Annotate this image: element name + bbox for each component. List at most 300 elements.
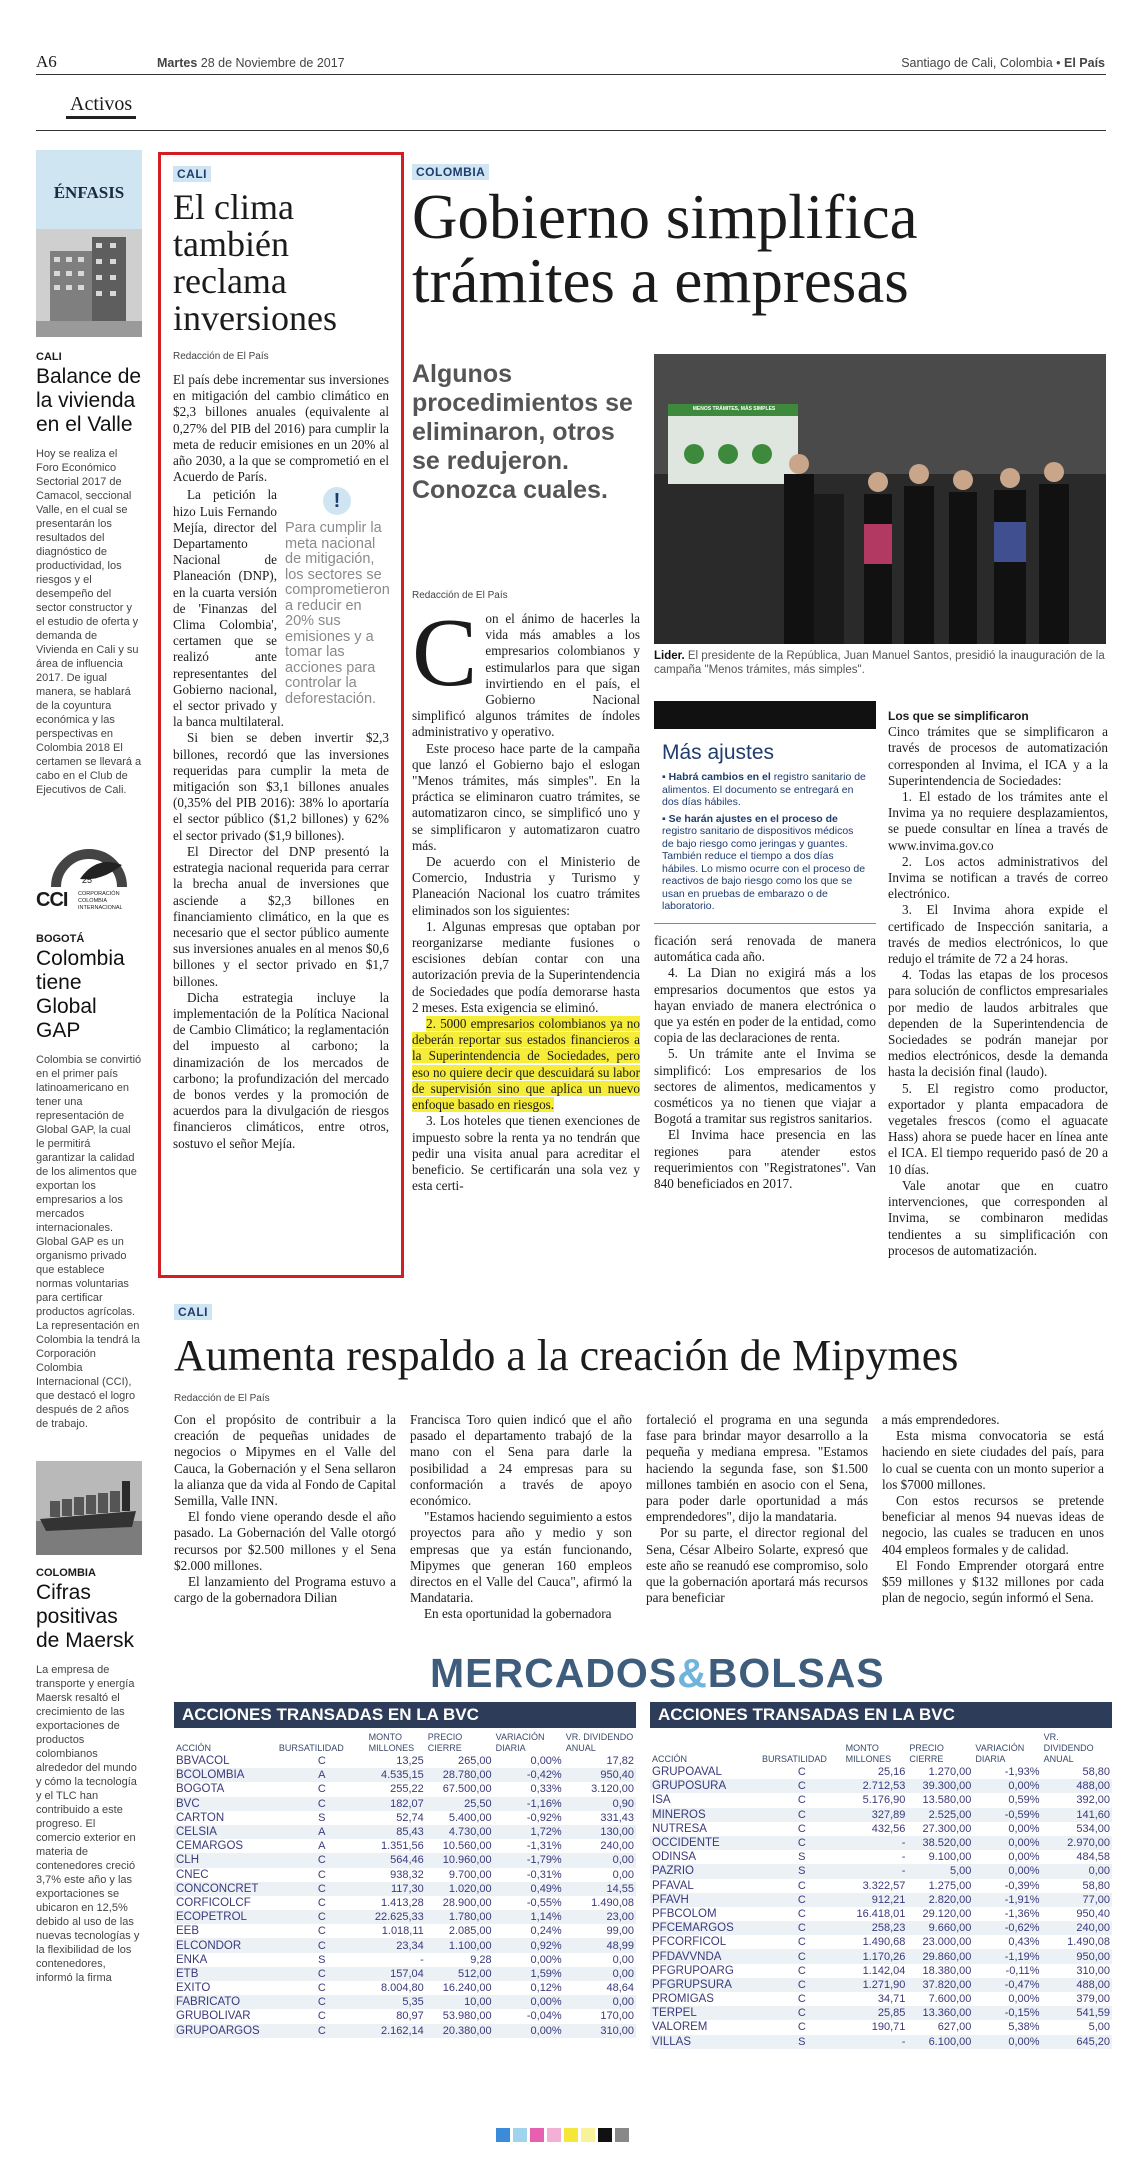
mipymes-col2-p1: Francisca Toro quien indicó que el año pasado el departamento trabajó de la mano con el Sena para darle la posibilidad a 24 empresas para su conformación a través de apoyo económico. <box>410 1412 632 1509</box>
swatch-blue <box>496 2128 510 2142</box>
stock-variacion: 1,59% <box>494 1967 564 1981</box>
stock-precio: 13.580,00 <box>922 1794 972 1807</box>
page-day: Martes <box>157 56 198 70</box>
stock-dividendo: 488,00 <box>1042 1978 1112 1992</box>
stock-row <box>174 1853 636 1867</box>
clima-title: El clima también reclama inversiones <box>173 187 337 338</box>
stock-name: CEMARGOS <box>176 1840 244 1853</box>
stock-dividendo: 534,00 <box>1076 1822 1110 1835</box>
stock-monto: 80,97 <box>396 2010 424 2023</box>
swatch-gray <box>615 2128 629 2142</box>
stock-row <box>174 1868 636 1882</box>
stock-variacion: 0,00% <box>973 1836 1041 1850</box>
stock-row <box>650 1793 1112 1807</box>
sidebar-title-2: Colombia tiene Global GAP <box>36 947 125 1042</box>
clima-article <box>158 152 404 1278</box>
stock-precio: 29.860,00 <box>907 1949 973 1963</box>
section-label: Activos <box>66 93 136 119</box>
stock-variacion: 1,72% <box>494 1825 564 1839</box>
gobierno-c3p6: 5. El registro como productor, exportador y planta empacadora de vegetales frescos (como el aguacate Hass) ahora se puede hacer en línea ante el ICA. El tiempo requerido pasó de 20 a 10 días. <box>888 1080 1108 1177</box>
stock-monto: 1.142,04 <box>862 1964 906 1977</box>
sidebar-title-3: Cifras positivas de Maersk <box>36 1581 135 1652</box>
stock-bursatilidad: C <box>317 1982 326 1995</box>
stock-bursatilidad: C <box>277 1938 367 1952</box>
stock-table-right-grid <box>650 1732 1112 2049</box>
stock-dividendo: 310,00 <box>564 2024 636 2038</box>
caption-text: El presidente de la República, Juan Manuel Santos, presidió la inauguración de la campaña "Menos trámites, más simples". <box>654 650 1105 676</box>
mercados-title <box>430 1650 885 1697</box>
stock-row <box>174 1825 636 1839</box>
stock-row <box>650 1822 1112 1836</box>
stock-name: ISA <box>652 1794 671 1807</box>
stock-monto: - <box>844 2035 908 2049</box>
stock-bursatilidad: C <box>797 1879 806 1892</box>
stock-name: VALOREM <box>652 2021 708 2034</box>
stock-dividendo: 2.970,00 <box>1042 1836 1112 1850</box>
mas-ajustes-title: Más ajustes <box>662 741 775 764</box>
header-rule <box>36 74 1106 75</box>
stock-monto: 1.351,56 <box>380 1840 424 1853</box>
gobierno-c3p3: 2. Los actos administrativos del Invima se notifican a través de correo electrónico. <box>888 853 1108 902</box>
stock-variacion: 0,33% <box>530 1783 562 1796</box>
sidebar-tag-3: COLOMBIA <box>36 1567 96 1579</box>
stock-monto: 13,25 <box>396 1755 424 1768</box>
stock-precio: 18.380,00 <box>922 1964 972 1977</box>
stock-variacion: 0,12% <box>530 1982 562 1995</box>
building-photo <box>36 229 142 337</box>
stock-row <box>650 2020 1112 2034</box>
stock-bursatilidad: A <box>318 1840 326 1853</box>
stock-dividendo: 58,80 <box>1082 1766 1110 1779</box>
gobierno-c3-head: Los que se simplificaron <box>888 709 1029 723</box>
stock-precio: 1.780,00 <box>426 1910 494 1924</box>
clima-para-1: El país debe incrementar sus inversiones en mitigación del cambio climático en $2,3 billones anuales (equivalente al 0,27% del PIB del 2016) para cumplir la meta de reducir emisiones en un 20% al año 2030, a la que se comprometió en el Acuerdo de París. <box>173 372 389 485</box>
stock-precio: 1.275,00 <box>928 1879 972 1892</box>
stock-bursatilidad: S <box>760 2035 844 2049</box>
stock-monto: 1.018,11 <box>381 1925 424 1938</box>
cci-logo-number: 25 <box>82 875 93 885</box>
swatch-pink <box>547 2128 561 2142</box>
stock-precio: 23.000,00 <box>922 1936 972 1949</box>
stock-variacion: -0,42% <box>494 1768 564 1782</box>
stock-precio: 39.300,00 <box>907 1779 973 1793</box>
stock-name: VILLAS <box>650 2035 760 2049</box>
stock-dividendo: 1.490,08 <box>591 1896 634 1909</box>
stock-name: CLH <box>174 1853 277 1867</box>
stock-dividendo: 240,00 <box>600 1840 634 1853</box>
stock-precio: 265,00 <box>458 1755 492 1768</box>
clima-para-3: Si bien se deben invertir $2,3 billones, recordó que las inversiones requeridas para cumplir la meta de mitigación son $3,1 billones anuales (0,35% del PIB 2016): 38% lo aportaría el sector público ($1,2 billones) y 62% el sector privado ($1,9 billones). <box>173 730 389 843</box>
stock-dividendo: 23,00 <box>564 1910 636 1924</box>
gobierno-c3p7: Vale anotar que en cuatro intervenciones, que corresponden al Invima, se combinaron medidas tendientes a su simplificación con procesos de automatización. <box>888 1177 1108 1258</box>
stock-precio: 2.525,00 <box>907 1808 973 1822</box>
mipymes-byline: Redacción de El País <box>174 1393 270 1404</box>
swatch-cyan <box>513 2128 527 2142</box>
stock-name: TERPEL <box>650 2006 760 2020</box>
stock-monto: 1.271,90 <box>844 1978 908 1992</box>
stock-precio: 9.100,00 <box>928 1851 972 1864</box>
stock-row <box>174 1811 636 1825</box>
stock-monto: 5.176,90 <box>862 1794 906 1807</box>
gobierno-deck: Algunos procedimientos se eliminaron, otros se redujeron. Conozca cuales. <box>412 360 633 504</box>
stock-bursatilidad: C <box>277 1797 367 1811</box>
stock-bursatilidad: C <box>277 1995 367 2009</box>
stock-monto: 2.712,53 <box>844 1779 908 1793</box>
stock-row <box>174 2009 636 2023</box>
stock-row <box>174 1981 636 1995</box>
stock-variacion: -0,31% <box>526 1868 562 1881</box>
gobierno-lead: on el ánimo de hacerles la vida más amables a los empresarios colombianos y estimularlos para que sigan invirtiendo en el país, el Gobierno Nacional simplificó algunos trámites de índoles administrativo y operativo. <box>412 611 640 740</box>
stock-bursatilidad: C <box>277 1853 367 1867</box>
stock-variacion: 0,00% <box>1008 1993 1040 2006</box>
stock-dividendo: 0,90 <box>564 1797 636 1811</box>
stock-variacion: 0,00% <box>494 2024 564 2038</box>
sidebar-tag-1: CALI <box>36 351 62 363</box>
cci-logo-sub: CORPORACIÓN COLOMBIA INTERNACIONAL <box>78 891 123 911</box>
stock-dividendo: 331,43 <box>600 1811 634 1824</box>
stock-precio: 9,28 <box>470 1953 492 1966</box>
sidebar-tag-2: BOGOTÁ <box>36 933 85 945</box>
stock-dividendo: 14,55 <box>564 1882 636 1896</box>
swatch-yellow <box>564 2128 578 2142</box>
stock-precio: 1.270,00 <box>928 1766 972 1779</box>
stock-variacion: 0,92% <box>494 1938 564 1952</box>
section-rule <box>36 130 1106 131</box>
stock-bursatilidad: C <box>797 1766 806 1779</box>
gobierno-c2p1: ficación será renovada de manera automática cada año. <box>654 933 876 965</box>
stock-monto: 190,71 <box>871 2021 906 2034</box>
stock-table-right-header <box>650 1732 1112 1765</box>
stock-monto: 16.418,01 <box>856 1907 906 1920</box>
stock-monto: 4.535,15 <box>367 1768 426 1782</box>
stock-dividendo: 0,00 <box>612 1953 634 1966</box>
stock-row <box>174 1797 636 1811</box>
stock-variacion: 0,00% <box>530 1755 562 1768</box>
stock-monto: 327,89 <box>844 1808 908 1822</box>
col-variacion: VARIACIÓN DIARIA <box>495 1732 545 1753</box>
stock-bursatilidad: C <box>797 1822 806 1835</box>
mercados-title-b: BOLSAS <box>707 1650 885 1696</box>
stock-name: CARTON <box>176 1811 225 1824</box>
stock-precio: 2.085,00 <box>448 1925 492 1938</box>
stock-monto: 22.625,33 <box>367 1910 426 1924</box>
stock-variacion: -0,11% <box>1005 1964 1040 1977</box>
sidebar-body-3: La empresa de transporte y energía Maersk resaltó el crecimiento de las exportaciones de productos colombianos alrededor del mundo y cómo la tecnología y el TLC han contribuido a este progreso. El comercio exterior en materia de contenedores creció 3,7% este año y las exportaciones se ubicaron en 12,5% debido al uso de las nuevas tecnologías y la flexibilidad de los contenedores, informó la firma <box>36 1664 140 1984</box>
stock-bursatilidad: C <box>760 1921 844 1935</box>
stock-bursatilidad: S <box>318 1811 326 1824</box>
stock-monto: 938,32 <box>390 1868 424 1881</box>
stock-row <box>174 1924 636 1938</box>
stock-bursatilidad: C <box>760 1779 844 1793</box>
clima-para-2: La petición la hizo Luis Fernando Mejía, director del Departamento Nacional de Planeación (DNP), en la cuarta versión de 'Finanzas del Clima Colombia', certamen que se realizó ante representantes del Gobierno nacional, el sector privado y la banca multilateral. <box>173 487 284 730</box>
gobierno-c2p3: 5. Un trámite ante el Invima se simplificó: Los empresarios de los sectores de alimentos, medicamentos y cosméticos ya no tienen que viajar a Bogotá a tramitar sus registros sanitarios. <box>654 1046 876 1127</box>
stock-monto: 2.162,14 <box>367 2024 426 2038</box>
stock-monto: 117,30 <box>367 1882 426 1896</box>
stock-row <box>174 1910 636 1924</box>
dropcap: C <box>412 599 478 707</box>
stock-precio: 627,00 <box>937 2021 972 2034</box>
stock-name: BCOLOMBIA <box>174 1768 277 1782</box>
stock-name: PFCORFICOL <box>652 1936 727 1949</box>
stock-precio: 7.600,00 <box>928 1993 972 2006</box>
stock-row <box>650 1978 1112 1992</box>
page-date <box>157 56 345 70</box>
stock-precio: 10.960,00 <box>426 1853 494 1867</box>
stock-row <box>650 1836 1112 1850</box>
mas-ajustes-item-1-text: registro sanitario de alimentos. El documento se entregará en dos días hábiles. <box>662 771 866 808</box>
stock-bursatilidad: S <box>318 1953 326 1966</box>
stock-dividendo: 0,00 <box>612 1868 634 1881</box>
stock-row <box>174 1953 636 1967</box>
stock-dividendo: 392,00 <box>1076 1794 1110 1807</box>
stock-variacion: 5,38% <box>1008 2021 1040 2034</box>
stock-dividendo: 541,59 <box>1042 2006 1112 2020</box>
stock-name: OCCIDENTE <box>650 1836 760 1850</box>
col-dividendo: VR. DIVIDENDO ANUAL <box>1043 1732 1094 1764</box>
mipymes-col3-p1: fortaleció el programa en una segunda fase para brindar mayor desarrollo a la pequeña y mediana empresa. "Estamos haciendo la segunda fase, son $1.500 millones también en asocio con el Sena, para poder darle oportunidad a más emprendedores", dijo la mandataria. <box>646 1412 868 1525</box>
stock-monto: 258,23 <box>844 1921 908 1935</box>
stock-variacion: -1,19% <box>973 1949 1041 1963</box>
stock-row <box>174 2024 636 2038</box>
stock-row <box>650 1992 1112 2006</box>
ship-photo <box>36 1461 142 1555</box>
clima-pullquote-text: Para cumplir la meta nacional de mitigación, los sectores se comprometieron a reducir en 20% sus emisiones y a tomar las acciones para controlar la deforestación. <box>285 520 390 707</box>
clima-tag: CALI <box>173 166 211 182</box>
sidebar <box>36 150 142 1985</box>
stock-monto: 52,74 <box>396 1811 424 1824</box>
stock-variacion: 0,24% <box>530 1925 562 1938</box>
gobierno-p2: Este proceso hace parte de la campaña que lanzó el Gobierno bajo el eslogan "Menos trámites, más simples". En la práctica se eliminaron cuatro trámites, se automatizaron cinco, se simplificó uno y se simplificaron y automatizaron cuatro más. <box>412 740 640 853</box>
stock-precio: 4.730,00 <box>426 1825 494 1839</box>
stock-variacion: -0,55% <box>526 1896 562 1909</box>
stock-row <box>650 1765 1112 1779</box>
gobierno-byline: Redacción de El País <box>412 590 508 601</box>
mercados-title-amp: & <box>677 1650 708 1696</box>
stock-dividendo: 48,64 <box>606 1982 634 1995</box>
stock-variacion: -0,62% <box>973 1921 1041 1935</box>
stock-bursatilidad: S <box>760 1864 844 1878</box>
mipymes-col-4 <box>882 1412 1104 1623</box>
mipymes-col1-p2: El fondo viene operando desde el año pasado. La Gobernación del Valle otorgó recursos por $2.500 millones y el Sena $2.000 millones. <box>174 1509 396 1573</box>
stock-bursatilidad: C <box>277 1910 367 1924</box>
stock-row <box>650 2035 1112 2049</box>
swatch-black <box>598 2128 612 2142</box>
stock-name: FABRICATO <box>174 1995 277 2009</box>
cci-logo-text: CCI <box>36 889 68 911</box>
gobierno-c3p1: Cinco trámites que se simplificaron a través de procesos de automatización corresponden al Invima, el ICA y a la Superintendencia de Sociedades: <box>888 724 1108 788</box>
stock-variacion: 0,00% <box>973 1864 1041 1878</box>
stock-variacion: 0,00% <box>494 1995 564 2009</box>
stock-variacion: 0,00% <box>973 2035 1041 2049</box>
stock-bursatilidad: A <box>277 1768 367 1782</box>
stock-dividendo: 48,99 <box>564 1938 636 1952</box>
stock-precio: 10.560,00 <box>442 1840 492 1853</box>
stock-row <box>174 1839 636 1853</box>
clima-para-4: El Director del DNP presentó la estrategia nacional requerida para cerrar la brecha anual de inversiones que asciende a $2,3 billones en financiamiento climático, en la que es necesario que el sector público aumente sus inversiones anuales en al menos $0,6 billones y el sector privado en $1,7 billones. <box>173 843 389 989</box>
stock-monto: 912,21 <box>844 1893 908 1907</box>
stock-precio: 1.020,00 <box>426 1882 494 1896</box>
stock-variacion: 1,14% <box>494 1910 564 1924</box>
mas-ajustes-item-1-bold: Habrá cambios en el <box>668 771 771 783</box>
stock-row <box>174 1995 636 2009</box>
stock-dividendo: 3.120,00 <box>591 1783 634 1796</box>
stock-bursatilidad: C <box>277 2024 367 2038</box>
mas-ajustes-item-2: ▪ Se harán ajustes en el proceso de registro sanitario de dispositivos médicos de bajo riesgo como jeringas y guantes. También reduce el tiempo a dos días hábiles. Lo mismo ocurre con el proceso de reactivos de bajo riesgo como los que se usan en pruebas de embarazo o de laboratorio. <box>662 812 866 912</box>
stock-row <box>174 1768 636 1782</box>
stock-variacion: -0,04% <box>526 2010 562 2023</box>
stock-variacion: -1,93% <box>1004 1766 1040 1779</box>
gobierno-c3p4: 3. El Invima ahora expide el certificado de Inspección sanitaria, a través de medios electrónicos, lo que redujo el trámite de 72 a 24 horas. <box>888 902 1108 967</box>
stock-row <box>650 1879 1112 1893</box>
sidebar-body-1: Hoy se realiza el Foro Económico Sectorial 2017 de Camacol, seccional Valle, en el cual se presentarán los resultados del diagnóstico de productividad, los riesgos y el desempeño del sector constructor y el estudio de oferta y demanda de Vivienda en Cali y su área de influencia 2017. De igual manera, se hablará de la coyuntura económica y las perspectivas en Colombia 2018 El certamen se llevará a cabo en el Club de Ejecutivos de Cali. <box>36 448 142 796</box>
stock-name: ODINSA <box>652 1851 697 1864</box>
stock-name: CONCONCRET <box>174 1882 277 1896</box>
sidebar-body-2: Colombia se convirtió en el primer país latinoamericano en tener una representación de Global GAP, la cual le permitirá garantizar la calidad de los alimentos que exportan los empresarios a los mercados internacionales. Global GAP es un organismo privado que establece normas voluntarias para certificar productos agrícolas. La representación en Colombia la tendrá la Corporación Colombia Internacional (CCI), que destacó el logro después de 2 años de trabajo. <box>36 1054 142 1430</box>
stock-variacion: 0,00% <box>1008 1822 1040 1835</box>
stock-dividendo: 141,60 <box>1042 1808 1112 1822</box>
stock-bursatilidad: C <box>317 1783 326 1796</box>
stock-bursatilidad: A <box>277 1825 367 1839</box>
stock-monto: 5,35 <box>367 1995 426 2009</box>
stock-precio: 25,50 <box>426 1797 494 1811</box>
mipymes-col2-p3: En esta oportunidad la gobernadora <box>424 1606 612 1622</box>
stock-name: GRUBOLIVAR <box>176 2010 251 2023</box>
mipymes-col1-p1: Con el propósito de contribuir a la creación de pequeñas unidades de negocios o Mipymes en el Valle del Cauca, la Gobernación y el Sena sellaron la alianza que da vida al Fondo de Capital Semilla, Valle INN. <box>174 1412 396 1509</box>
stock-bursatilidad: C <box>760 2006 844 2020</box>
stock-row <box>174 1967 636 1981</box>
stock-dividendo: 77,00 <box>1042 1893 1112 1907</box>
stock-monto: 1.170,26 <box>844 1949 908 1963</box>
stock-monto: 34,71 <box>877 1993 906 2006</box>
col-accion: ACCIÓN <box>652 1754 688 1764</box>
mipymes-tag: CALI <box>174 1304 212 1320</box>
sidebar-title-1: Balance de la vivienda en el Valle <box>36 365 142 436</box>
col-bursatilidad: BURSATILIDAD <box>278 1743 344 1753</box>
stock-name: BBVACOL <box>176 1755 230 1768</box>
stock-dividendo: 379,00 <box>1076 1993 1110 2006</box>
stock-variacion: -1,91% <box>973 1893 1041 1907</box>
stock-dividendo: 950,40 <box>1076 1907 1110 1920</box>
stock-monto: 182,07 <box>367 1797 426 1811</box>
mercados-title-a: MERCADOS <box>430 1650 678 1696</box>
mipymes-col3-p2: Por su parte, el director regional del Sena, César Albeiro Solarte, expresó que este año se reanudó ese compromiso, solo que la gobernación aportará más recursos para beneficiar <box>646 1525 868 1606</box>
stock-name: GRUPOAVAL <box>652 1766 722 1779</box>
stock-variacion: 0,49% <box>494 1882 564 1896</box>
stock-variacion: -1,31% <box>526 1840 562 1853</box>
gobierno-col-1 <box>412 599 640 1194</box>
photo-banner-text: MENOS TRÁMITES, MÁS SIMPLES <box>692 406 776 412</box>
stock-monto: 25,16 <box>877 1766 906 1779</box>
stock-monto: 432,56 <box>871 1822 906 1835</box>
stock-row <box>650 1779 1112 1793</box>
gobierno-title: Gobierno simplifica trámites a empresas <box>412 182 918 316</box>
stock-monto: 1.413,28 <box>380 1896 424 1909</box>
stock-dividendo: 170,00 <box>600 2010 634 2023</box>
stock-name: EEB <box>176 1925 200 1938</box>
stock-variacion: 0,00% <box>1008 1851 1040 1864</box>
stock-row <box>174 1882 636 1896</box>
mipymes-col1-p3: El lanzamiento del Programa estuvo a cargo de la gobernadora Dilian <box>174 1574 396 1606</box>
gobierno-c3p2: 1. El estado de los trámites ante el Invima ya no requiere desplazamientos, se puede consultar en línea a través de www.invima.gov.co <box>888 789 1108 853</box>
stock-bursatilidad: C <box>317 1925 326 1938</box>
mipymes-col2-p2: "Estamos haciendo seguimiento a estos proyectos para año y medio y son empresas que ya están funcionando, Mipymes que generan 160 empleos directos en el Valle del Cauca", afirmó la Mandataria. <box>410 1509 632 1606</box>
stock-row <box>174 1896 636 1910</box>
stock-dividendo: 0,00 <box>564 1853 636 1867</box>
stock-table-right <box>650 1702 1112 2049</box>
stock-precio: 29.120,00 <box>922 1907 972 1920</box>
stock-row <box>650 1893 1112 1907</box>
col-precio: PRECIO CIERRE <box>909 1743 944 1764</box>
stock-monto: - <box>844 1836 908 1850</box>
stock-dividendo: 484,58 <box>1076 1851 1110 1864</box>
stock-variacion: -0,39% <box>1004 1879 1040 1892</box>
stock-dividendo: 0,00 <box>1042 1864 1112 1878</box>
stock-name: PFDAVVNDA <box>650 1949 760 1963</box>
stock-bursatilidad: C <box>277 1967 367 1981</box>
stock-row <box>650 1864 1112 1878</box>
stock-name: EXITO <box>176 1982 211 1995</box>
clima-byline: Redacción de El País <box>173 351 269 362</box>
stock-monto: 564,46 <box>367 1853 426 1867</box>
mas-ajustes-box <box>654 701 876 924</box>
stock-name: PAZRIO <box>650 1864 760 1878</box>
col-variacion: VARIACIÓN DIARIA <box>975 1743 1025 1764</box>
stock-variacion: -0,59% <box>973 1808 1041 1822</box>
stock-precio: 6.100,00 <box>907 2035 973 2049</box>
stock-table-left-title: ACCIONES TRANSADAS EN LA BVC <box>174 1702 636 1728</box>
stock-row <box>174 1754 636 1768</box>
mas-ajustes-bar <box>654 701 876 729</box>
stock-row <box>650 1921 1112 1935</box>
stock-bursatilidad: C <box>317 1868 326 1881</box>
stock-name: GRUPOSURA <box>650 1779 760 1793</box>
swatch-light-yellow <box>581 2128 595 2142</box>
stock-dividendo: 645,20 <box>1042 2035 1112 2049</box>
stock-bursatilidad: C <box>797 1936 806 1949</box>
cci-logo <box>36 839 142 919</box>
stock-variacion: 0,43% <box>1008 1936 1040 1949</box>
gobierno-caption <box>654 649 1106 677</box>
color-registration-strip <box>496 2128 629 2142</box>
col-precio: PRECIO CIERRE <box>427 1732 463 1753</box>
stock-monto: 85,43 <box>367 1825 426 1839</box>
mas-ajustes-bottom-rule <box>654 923 876 924</box>
stock-precio: 37.820,00 <box>907 1978 973 1992</box>
stock-precio: 28.780,00 <box>426 1768 494 1782</box>
page-date-text: 28 de Noviembre de 2017 <box>200 56 345 70</box>
stock-dividendo: 488,00 <box>1042 1779 1112 1793</box>
stock-name: ENKA <box>176 1953 208 1966</box>
gobierno-c3p5: 4. Todas las etapas de los procesos para solución de conflictos empresariales por medio de laudos arbitrales que dependen de la Superintendencia de Sociedades se podrán manejar por medios electrónicos, desde la demanda hasta la decisión final (laudo). <box>888 967 1108 1080</box>
stock-precio: 13.360,00 <box>907 2006 973 2020</box>
stock-bursatilidad: C <box>317 2010 326 2023</box>
cci-logo-graphic <box>36 839 142 895</box>
col-monto: MONTO MILLONES <box>368 1732 415 1753</box>
stock-name: CORFICOLCF <box>176 1896 251 1909</box>
col-dividendo: VR. DIVIDENDO ANUAL <box>565 1732 634 1753</box>
stock-monto: - <box>844 1864 908 1878</box>
stock-dividendo: 58,80 <box>1082 1879 1110 1892</box>
gobierno-c2p4: El Invima hace presencia en las regiones para atender estos requerimientos con "Registratones". Van 840 beneficiados en 2017. <box>654 1127 876 1192</box>
stock-name: PFCEMARGOS <box>650 1921 760 1935</box>
stock-bursatilidad: C <box>760 1893 844 1907</box>
stock-precio: 20.380,00 <box>426 2024 494 2038</box>
stock-bursatilidad: C <box>797 2021 806 2034</box>
stock-bursatilidad: C <box>317 1755 326 1768</box>
stock-table-right-title: ACCIONES TRANSADAS EN LA BVC <box>650 1702 1112 1728</box>
stock-name: ETB <box>174 1967 277 1981</box>
stock-name: CNEC <box>176 1868 209 1881</box>
